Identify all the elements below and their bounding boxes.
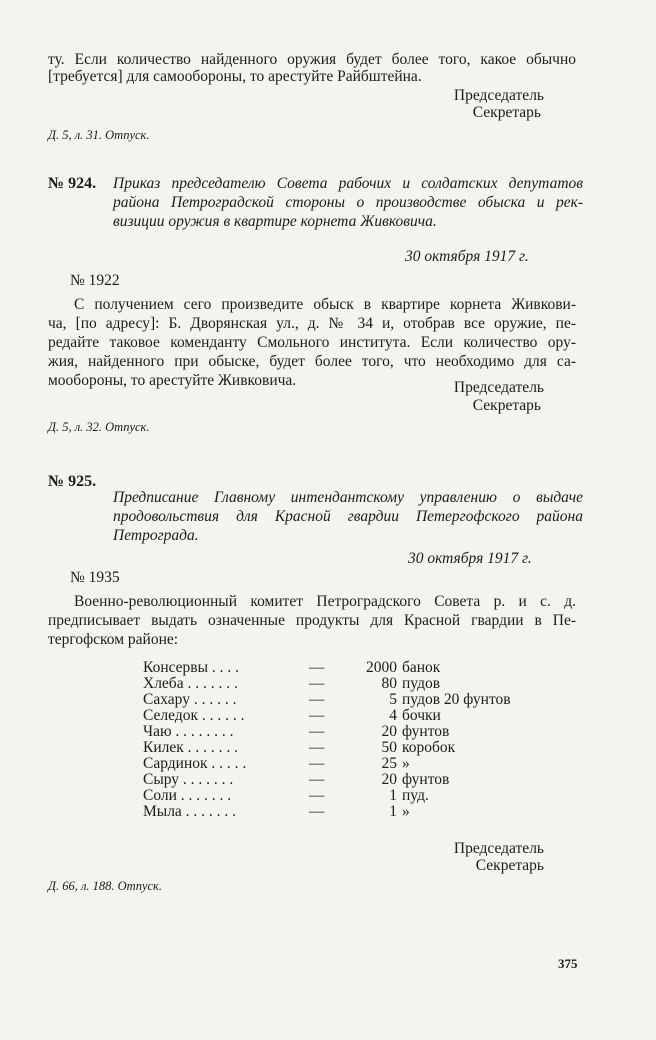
product-name: Чаю . . . . . . . . xyxy=(143,723,234,740)
product-unit: пуд. xyxy=(402,787,429,804)
product-quantity: 20 xyxy=(381,723,397,740)
registration-number: № 1922 xyxy=(70,272,120,289)
product-row xyxy=(143,708,511,724)
product-unit: банок xyxy=(402,659,441,676)
archive-source: Д. 5, л. 31. Отпуск. xyxy=(48,128,150,142)
product-unit: пудов xyxy=(402,675,441,692)
product-quantity: 2000 xyxy=(366,659,397,676)
product-dash: — xyxy=(309,691,325,708)
title-line: продовольствия для Красной гвардии Петергофского района xyxy=(113,508,583,525)
body-line: редайте таковое коменданту Смольного института. Если количество ору- xyxy=(48,334,576,351)
secretary-signature: Секретарь xyxy=(475,857,544,874)
body-line: предписывает выдать означенные продукты для Красной гвардии в Пе- xyxy=(48,612,576,629)
product-row xyxy=(143,692,511,708)
body-line: тергофском районе: xyxy=(48,631,179,648)
product-dash: — xyxy=(309,771,325,788)
document-body xyxy=(48,592,576,649)
body-line: Военно-революционный комитет Петроградского Совета р. и с. д. xyxy=(74,593,576,610)
product-dash: — xyxy=(309,787,325,804)
title-line: визиции оружия в квартире корнета Живковича. xyxy=(113,213,437,230)
product-name: Соли . . . . . . . xyxy=(143,787,232,804)
chairman-signature: Председатель xyxy=(453,379,544,396)
product-quantity: 5 xyxy=(389,691,397,708)
product-row xyxy=(143,756,511,772)
product-name: Килек . . . . . . . xyxy=(143,739,239,756)
product-quantity: 1 xyxy=(389,787,397,804)
product-quantity: 1 xyxy=(389,803,397,820)
body-line: ча, [по адресу]: Б. Дворянская ул., д. № 34 и, отобрав все оружие, пе- xyxy=(48,315,576,332)
document-number: № 924. xyxy=(48,175,97,192)
document-date: 30 октября 1917 г. xyxy=(408,550,532,567)
chairman-signature: Председатель xyxy=(453,87,544,104)
document-title xyxy=(113,174,583,231)
product-row xyxy=(143,660,511,676)
product-dash: — xyxy=(309,739,325,756)
registration-number: № 1935 xyxy=(70,569,120,586)
product-dash: — xyxy=(309,803,325,820)
title-line: Приказ председателю Совета рабочих и солдатских депутатов xyxy=(113,175,583,192)
product-dash: — xyxy=(309,723,325,740)
product-dash: — xyxy=(309,659,325,676)
secretary-signature: Секретарь xyxy=(472,397,541,414)
product-row xyxy=(143,740,511,756)
title-line: района Петроградской стороны о производстве обыска и рек- xyxy=(113,194,583,211)
product-unit: » xyxy=(402,803,410,820)
document-number: № 925. xyxy=(48,473,97,490)
archive-source: Д. 66, л. 188. Отпуск. xyxy=(48,879,163,893)
product-dash: — xyxy=(309,755,325,772)
product-row xyxy=(143,804,511,820)
product-name: Сахару . . . . . . xyxy=(143,691,237,708)
product-unit: » xyxy=(402,755,410,772)
product-row xyxy=(143,676,511,692)
product-dash: — xyxy=(309,707,325,724)
product-name: Хлеба . . . . . . . xyxy=(143,675,238,692)
product-unit: бочки xyxy=(402,707,441,724)
product-quantity: 4 xyxy=(389,707,397,724)
product-row xyxy=(143,772,511,788)
secretary-signature: Секретарь xyxy=(472,104,541,121)
products-table xyxy=(143,660,511,820)
top-fragment-line-2: [требуется] для самообороны, то арестуйте Райбштейна. xyxy=(48,68,422,85)
product-dash: — xyxy=(309,675,325,692)
product-name: Консервы . . . . xyxy=(143,659,240,676)
product-quantity: 20 xyxy=(381,771,397,788)
document-body xyxy=(48,295,576,390)
product-unit: пудов 20 фунтов xyxy=(402,691,511,708)
body-line: С получением сего произведите обыск в квартире корнета Живкови- xyxy=(74,296,576,313)
product-unit: фунтов xyxy=(402,771,450,788)
product-name: Селедок . . . . . . xyxy=(143,707,245,724)
title-line: Петрограда. xyxy=(113,527,199,544)
product-row xyxy=(143,788,511,804)
product-name: Сыру . . . . . . . xyxy=(143,771,234,788)
document-title xyxy=(113,488,583,545)
page-number: 375 xyxy=(558,956,578,971)
product-quantity: 50 xyxy=(381,739,397,756)
product-name: Сардинок . . . . . xyxy=(143,755,247,772)
product-unit: коробок xyxy=(402,739,456,756)
body-line: жия, найденного при обыске, будет более того, что необходимо для са- xyxy=(48,353,576,370)
document-date: 30 октября 1917 г. xyxy=(405,248,529,265)
top-fragment-line-1: ту. Если количество найденного оружия будет более того, какое обычно xyxy=(48,51,576,68)
body-line: мообороны, то арестуйте Живковича. xyxy=(48,372,297,389)
product-unit: фунтов xyxy=(402,723,450,740)
product-row xyxy=(143,724,511,740)
product-name: Мыла . . . . . . . xyxy=(143,803,237,820)
product-quantity: 80 xyxy=(381,675,397,692)
title-line: Предписание Главному интендантскому управлению о выдаче xyxy=(113,489,583,506)
chairman-signature: Председатель xyxy=(453,840,544,857)
archive-source: Д. 5, л. 32. Отпуск. xyxy=(48,420,150,434)
product-quantity: 25 xyxy=(381,755,397,772)
